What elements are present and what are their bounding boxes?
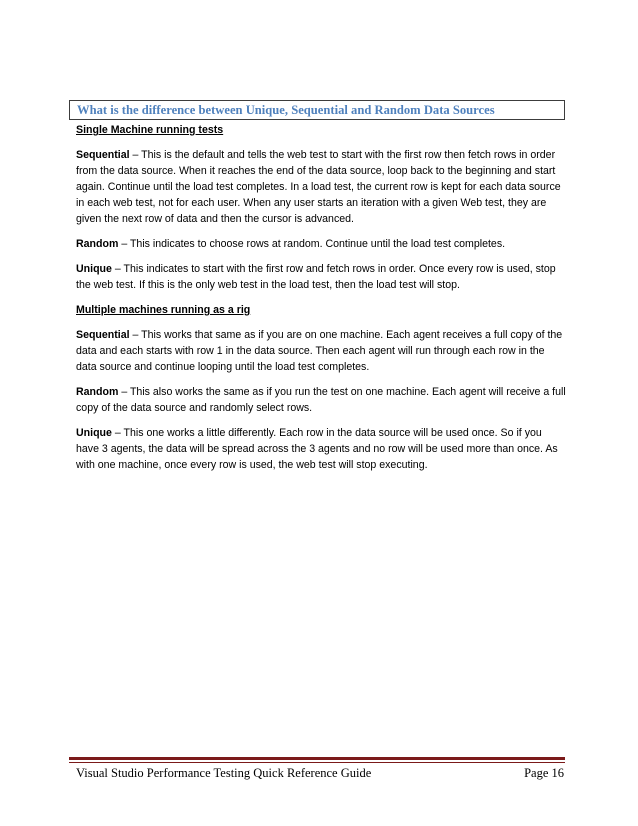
paragraph-text: – This one works a little differently. Each row in the data source will be used once. So if you have 3 agents, the data will be spread across the 3 agents and no row will be used more than once. As with one machine, once every row is used, the web test will stop executing. <box>76 427 558 471</box>
subheading-single-machine: Single Machine running tests <box>76 124 224 136</box>
section-heading-box <box>69 100 565 120</box>
paragraph-text: – This indicates to start with the first row and fetch rows in order. Once every row is used, stop the web test. If this is the only web test in the load test, then the load test will stop. <box>76 263 556 291</box>
footer-rule-thin <box>69 762 565 763</box>
page-body <box>76 122 566 473</box>
term-sequential: Sequential <box>76 329 130 341</box>
term-unique: Unique <box>76 427 112 439</box>
paragraph-text: – This also works the same as if you run the test on one machine. Each agent will receive a full copy of the data source and randomly select rows. <box>76 386 566 414</box>
paragraph-text: – This is the default and tells the web test to start with the first row then fetch rows in order from the data source. When it reaches the end of the data source, loop back to the beginning and start again. Continue until the load test completes. In a load test, the current row is kept for each data source in each web test, not for each user. When any user starts an iteration with a given Web test, they are given the next row of data and then the cursor is advanced. <box>76 149 561 225</box>
footer-page-number: Page 16 <box>524 766 564 780</box>
paragraph-single-random <box>76 236 566 252</box>
section-heading: What is the difference between Unique, Sequential and Random Data Sources <box>77 103 495 117</box>
paragraph-rig-unique <box>76 425 566 473</box>
footer-rule-thick <box>69 757 565 760</box>
subheading-multiple-machines: Multiple machines running as a rig <box>76 304 251 316</box>
paragraph-single-sequential <box>76 147 566 227</box>
term-unique: Unique <box>76 263 112 275</box>
paragraph-text: – This indicates to choose rows at random. Continue until the load test completes. <box>118 238 506 250</box>
paragraph-rig-sequential <box>76 327 566 375</box>
term-random: Random <box>76 386 119 398</box>
term-sequential: Sequential <box>76 149 130 161</box>
paragraph-rig-random <box>76 384 566 416</box>
footer-title: Visual Studio Performance Testing Quick Reference Guide <box>76 766 372 780</box>
term-random: Random <box>76 238 119 250</box>
paragraph-text: – This works that same as if you are on one machine. Each agent receives a full copy of the data and each starts with row 1 in the data source. Then each agent will run through each row in the data source and continue looping until the load test completes. <box>76 329 563 373</box>
paragraph-single-unique <box>76 261 566 293</box>
